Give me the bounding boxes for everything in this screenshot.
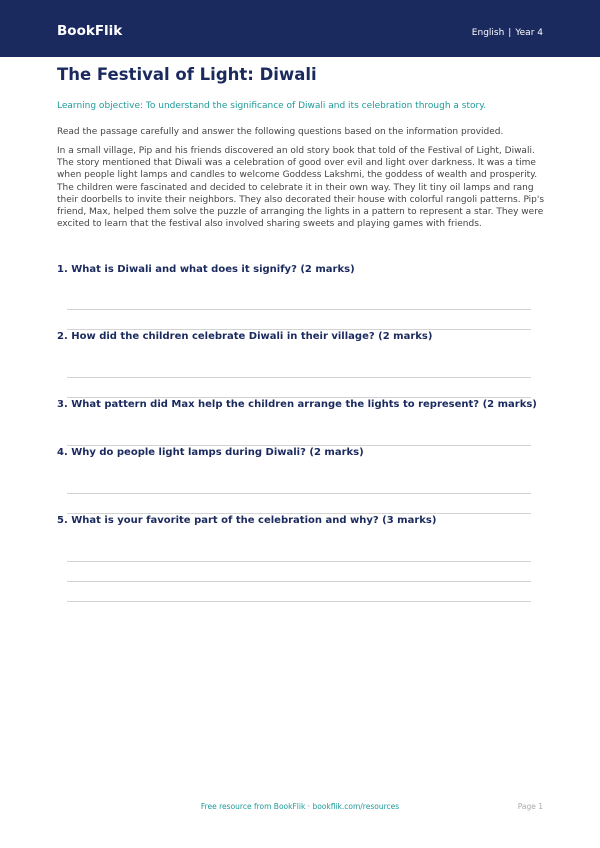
answer-line[interactable] (67, 581, 531, 582)
meta-separator: | (508, 28, 512, 38)
question-3: 3. What pattern did Max help the children arrange the lights to represent? (2 marks) (57, 399, 537, 410)
question-1: 1. What is Diwali and what does it signify? (2 marks) (57, 264, 355, 275)
answer-line[interactable] (67, 561, 531, 562)
answer-line[interactable] (67, 309, 531, 310)
page-number: Page 1 (517, 802, 543, 811)
header-bar (0, 0, 600, 57)
reading-passage: In a small village, Pip and his friends discovered an old story book that told of the Festival of Light, Diwali. The story mentioned that Diwali was a celebration of good over evil and light over darkness. It was a time when people light lamps and candles to welcome Goddess Lakshmi, the goddess of wealth and prosperity. The children were fascinated and decided to celebrate it in their own way. They lit tiny oil lamps and rang their doorbells to invite their neighbors. They also decorated their house with colorful rangoli patterns. Pip's friend, Max, helped them solve the puzzle of arranging the lights in a pattern to represent a star. They were excited to learn that the festival also involved sharing sweets and playing games with friends. (57, 146, 545, 230)
question-4: 4. Why do people light lamps during Diwali? (2 marks) (57, 447, 364, 458)
question-5: 5. What is your favorite part of the celebration and why? (3 marks) (57, 515, 437, 526)
learning-objective: Learning objective: To understand the significance of Diwali and its celebration through a story. (57, 101, 487, 111)
page-title: The Festival of Light: Diwali (57, 65, 317, 84)
answer-line[interactable] (67, 377, 531, 378)
instructions: Read the passage carefully and answer the following questions based on the information provided. (57, 127, 504, 137)
subject-level (472, 27, 543, 39)
question-2: 2. How did the children celebrate Diwali in their village? (2 marks) (57, 331, 433, 342)
answer-line[interactable] (67, 493, 531, 494)
level-label: Year 4 (515, 28, 543, 38)
brand-logo-text: BookFlik (57, 23, 123, 39)
footer-credit: Free resource from BookFlik · bookflik.com/resources (200, 802, 400, 811)
subject-label: English (471, 28, 505, 38)
answer-line[interactable] (67, 601, 531, 602)
